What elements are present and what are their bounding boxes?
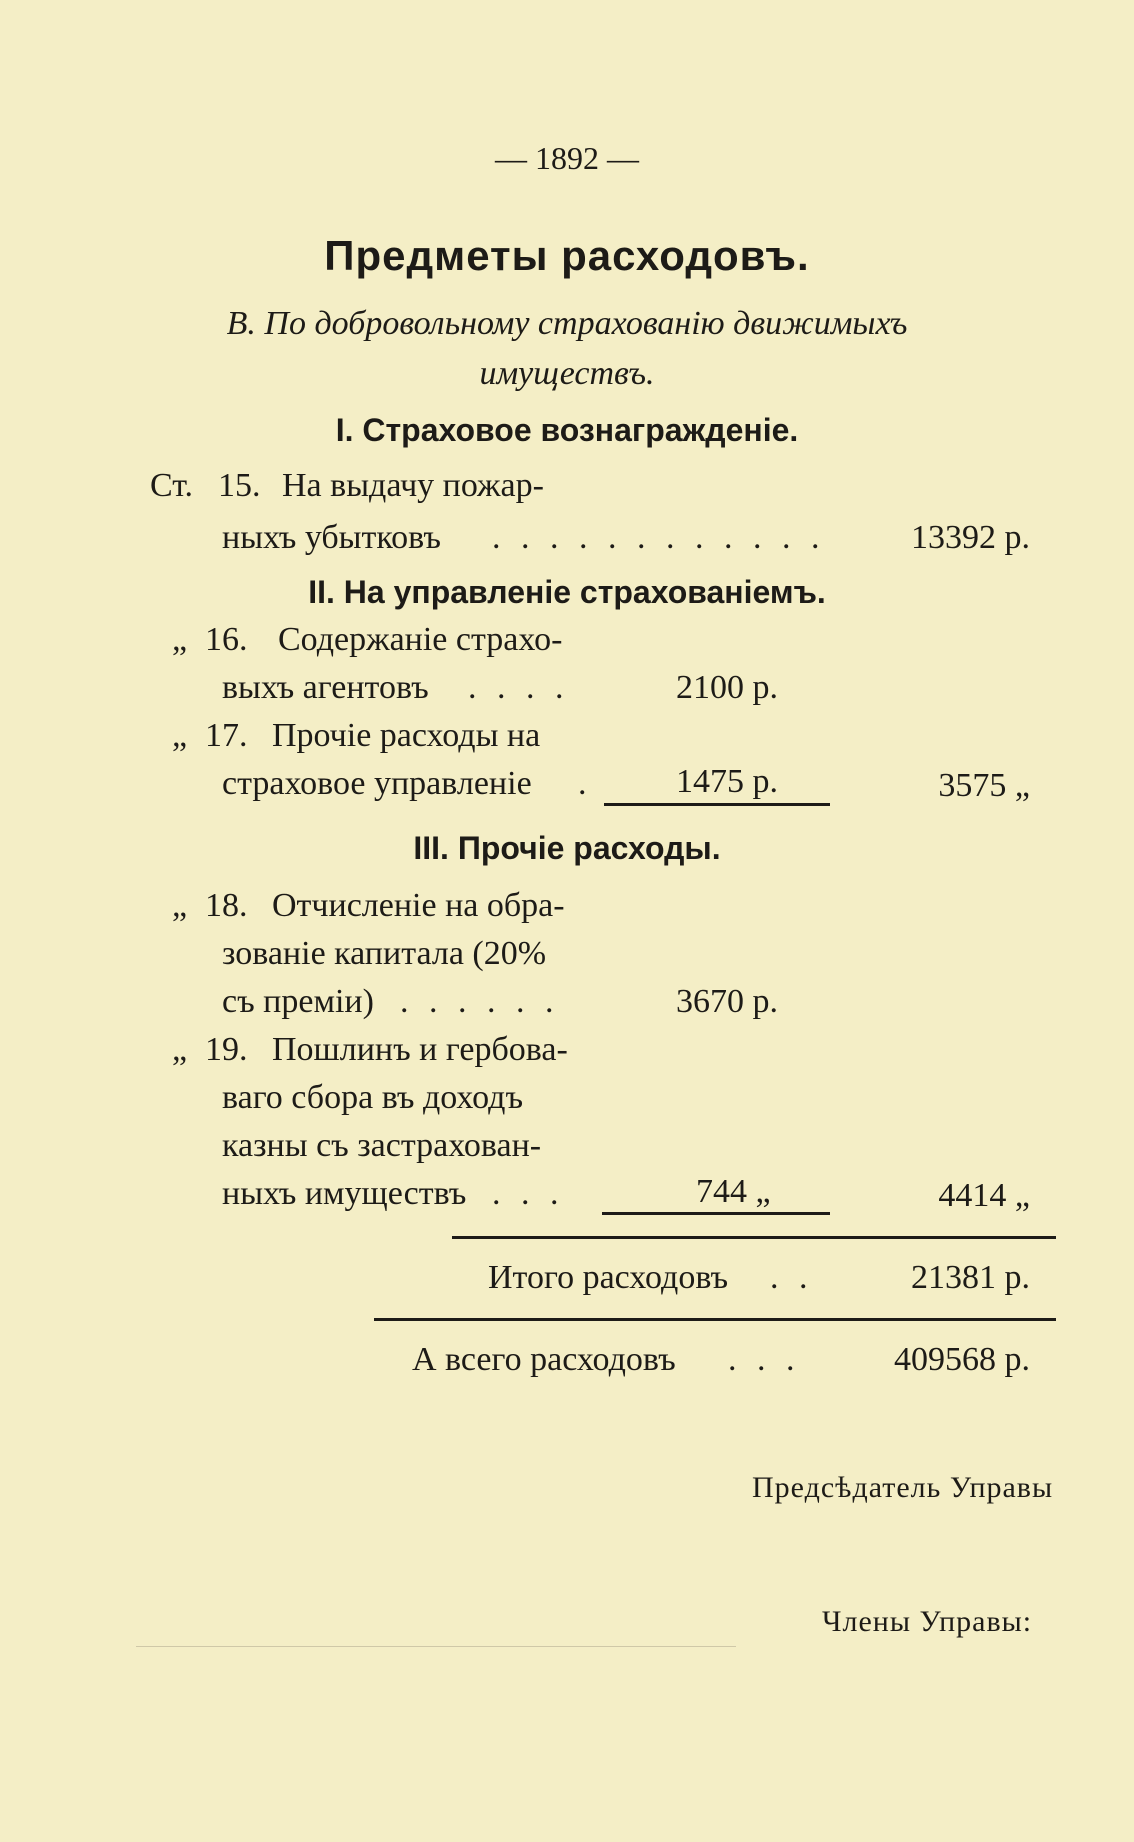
grand-total-dots: . . . — [728, 1341, 801, 1378]
item-19-total: 4414 „ — [938, 1177, 1030, 1214]
item-19-dots: . . . — [492, 1175, 565, 1212]
item-17-number: 17. — [205, 717, 248, 754]
item-15-prefix: Ст. — [150, 467, 194, 504]
item-16-line-1: Содержаніе страхо- — [278, 621, 563, 658]
item-15-line-2: ныхъ убытковъ — [222, 519, 441, 556]
item-16-amount: 2100 р. — [676, 669, 778, 706]
item-19-line-4: ныхъ имуществъ — [222, 1175, 467, 1212]
subtotal-value: 21381 р. — [911, 1259, 1030, 1296]
item-19-underline — [602, 1212, 830, 1215]
item-17-total: 3575 „ — [938, 767, 1030, 804]
section-heading-2: II. На управленіе страхованіемъ. — [308, 574, 826, 610]
item-19-amount: 744 „ — [696, 1173, 771, 1210]
item-19-line-1: Пошлинъ и гербова- — [272, 1031, 568, 1068]
subtotal-rule — [452, 1236, 1056, 1239]
item-18-amount: 3670 р. — [676, 983, 778, 1020]
bottom-faint-rule — [136, 1646, 736, 1647]
item-19-line-3: казны съ застрахован- — [222, 1127, 542, 1164]
item-19-number: 19. — [205, 1031, 248, 1068]
chairman-signature-label: Предсѣдатель Управы — [752, 1471, 1054, 1504]
item-18-number: 18. — [205, 887, 248, 924]
grand-total-rule — [374, 1318, 1056, 1321]
item-18-line-2: зованіе капитала (20% — [222, 935, 547, 972]
item-17-prefix: „ — [172, 717, 188, 754]
item-17-line-2: страховое управленіе — [222, 765, 532, 802]
item-16-number: 16. — [205, 621, 248, 658]
item-18-dots: . . . . . . — [400, 983, 560, 1020]
item-17-line-1: Прочіе расходы на — [272, 717, 541, 754]
item-16-line-2: выхъ агентовъ — [222, 669, 429, 706]
item-18-line-1: Отчисленіе на обра- — [272, 887, 565, 924]
item-15-dots: . . . . . . . . . . . . — [492, 519, 826, 556]
subtotal-dots: . . — [770, 1259, 814, 1296]
item-17-dots: . — [578, 765, 587, 802]
section-heading-1: I. Страховое вознагражденіе. — [335, 412, 799, 448]
grand-total-value: 409568 р. — [894, 1341, 1030, 1378]
grand-total-label: А всего расходовъ — [412, 1341, 676, 1378]
page-title: Предметы расходовъ. — [324, 232, 810, 279]
subtitle-line-2: имуществъ. — [479, 355, 655, 392]
item-18-prefix: „ — [172, 887, 188, 924]
item-17-amount: 1475 р. — [676, 763, 778, 800]
item-15-total: 13392 р. — [911, 519, 1030, 556]
subtotal-label: Итого расходовъ — [488, 1259, 729, 1296]
item-16-prefix: „ — [172, 621, 188, 658]
item-18-line-3: съ преміи) — [222, 983, 374, 1020]
subtitle-line-1: В. По добровольному страхованію движимыхъ — [226, 305, 908, 342]
item-15-line-1: На выдачу пожар- — [282, 467, 544, 504]
item-15-number: 15. — [218, 467, 261, 504]
members-signature-label: Члены Управы: — [822, 1605, 1033, 1638]
item-17-underline — [604, 803, 830, 806]
page-number: — 1892 — — [495, 140, 639, 176]
section-heading-3: III. Прочіе расходы. — [413, 830, 721, 866]
item-19-prefix: „ — [172, 1031, 188, 1068]
item-16-dots: . . . . — [468, 669, 570, 706]
item-19-line-2: ваго сбора въ доходъ — [222, 1079, 524, 1116]
